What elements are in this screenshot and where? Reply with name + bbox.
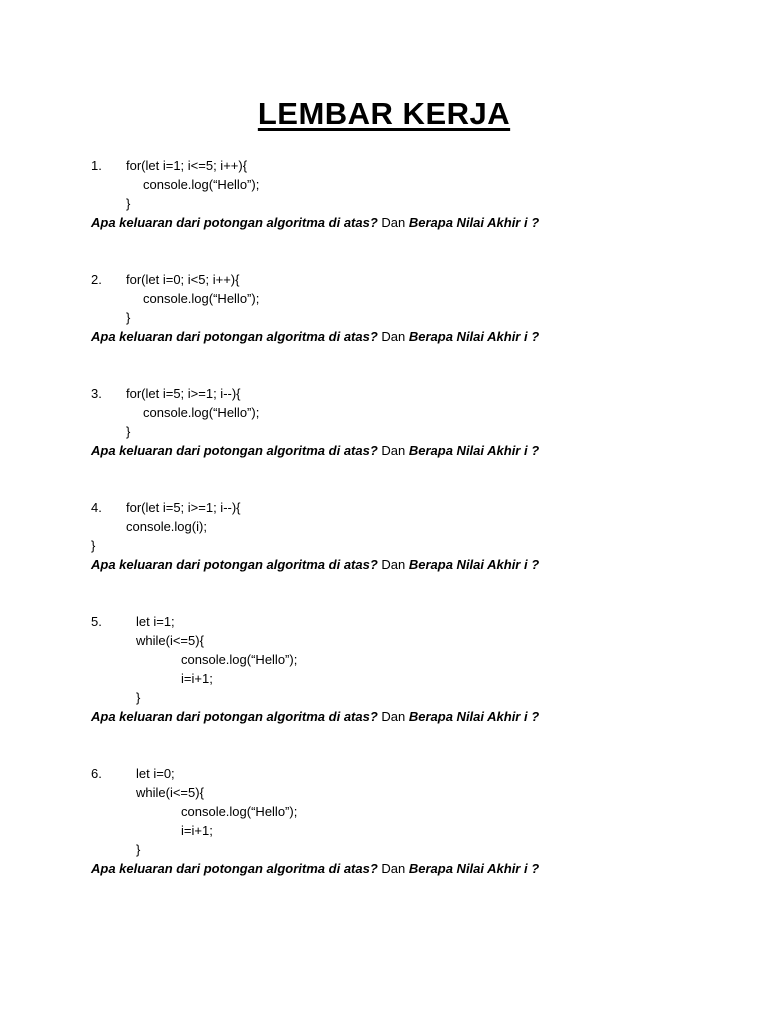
code-line: let i=0; xyxy=(136,766,175,781)
code-line: console.log(“Hello”); xyxy=(181,652,298,667)
code-line: } xyxy=(126,424,131,439)
code-line: console.log(i); xyxy=(126,519,207,534)
code-line: for(let i=5; i>=1; i--){ xyxy=(126,500,241,515)
code-line: for(let i=5; i>=1; i--){ xyxy=(126,386,241,401)
code-line: console.log(“Hello”); xyxy=(143,177,260,192)
exercise-question: Apa keluaran dari potongan algoritma di atas? Dan Berapa Nilai Akhir i ? xyxy=(91,557,540,572)
code-line: for(let i=1; i<=5; i++){ xyxy=(126,158,248,173)
exercise-question: Apa keluaran dari potongan algoritma di atas? Dan Berapa Nilai Akhir i ? xyxy=(91,861,540,876)
exercise-question: Apa keluaran dari potongan algoritma di atas? Dan Berapa Nilai Akhir i ? xyxy=(91,215,540,230)
code-line: console.log(“Hello”); xyxy=(143,291,260,306)
exercise-number: 2. xyxy=(91,272,102,287)
exercise-number: 5. xyxy=(91,614,102,629)
code-line: } xyxy=(126,310,131,325)
code-line: while(i<=5){ xyxy=(136,785,204,800)
exercise-number: 3. xyxy=(91,386,102,401)
code-line: let i=1; xyxy=(136,614,175,629)
code-line: console.log(“Hello”); xyxy=(181,804,298,819)
code-line: for(let i=0; i<5; i++){ xyxy=(126,272,240,287)
code-line: } xyxy=(91,538,96,553)
code-line: i=i+1; xyxy=(181,671,213,686)
code-line: console.log(“Hello”); xyxy=(143,405,260,420)
code-line: } xyxy=(136,842,141,857)
exercise-number: 6. xyxy=(91,766,102,781)
exercise-question: Apa keluaran dari potongan algoritma di atas? Dan Berapa Nilai Akhir i ? xyxy=(91,709,540,724)
exercise-number: 4. xyxy=(91,500,102,515)
exercise-question: Apa keluaran dari potongan algoritma di atas? Dan Berapa Nilai Akhir i ? xyxy=(91,329,540,344)
code-line: while(i<=5){ xyxy=(136,633,204,648)
code-line: } xyxy=(126,196,131,211)
code-line: i=i+1; xyxy=(181,823,213,838)
page-title: LEMBAR KERJA xyxy=(257,96,511,131)
code-line: } xyxy=(136,690,141,705)
exercise-number: 1. xyxy=(91,158,102,173)
exercise-question: Apa keluaran dari potongan algoritma di atas? Dan Berapa Nilai Akhir i ? xyxy=(91,443,540,458)
